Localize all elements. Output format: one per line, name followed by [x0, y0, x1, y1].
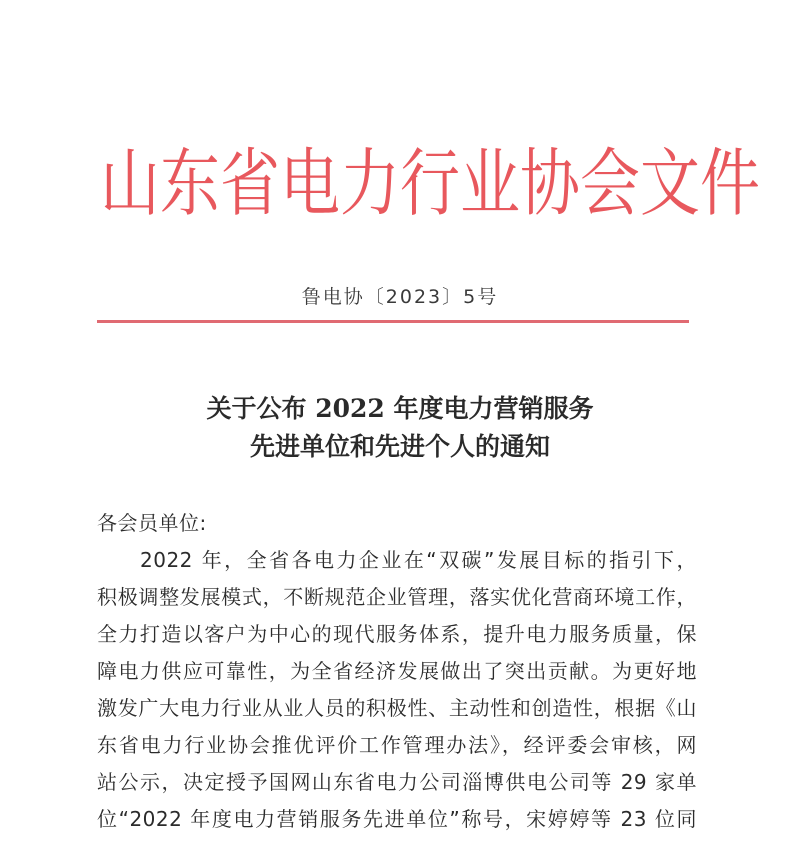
body-line: 东省电力行业协会推优评价工作管理办法》，经评委会审核，网 — [97, 733, 697, 757]
notice-title-line-2: 先进单位和先进个人的通知 — [249, 432, 550, 461]
red-divider-rule — [97, 320, 689, 323]
notice-title — [0, 390, 800, 466]
salutation: 各会员单位: — [97, 511, 207, 535]
body-line: 2022 年，全省各电力企业在“双碳”发展目标的指引下， — [140, 548, 697, 572]
body-line: 激发广大电力行业从业人员的积极性、主动性和创造性，根据《山 — [97, 696, 697, 720]
issuer-red-header: 山东省电力行业协会文件 — [100, 141, 760, 227]
body-line: 障电力供应可靠性，为全省经济发展做出了突出贡献。为更好地 — [97, 659, 697, 683]
body-line: 全力打造以客户为中心的现代服务体系，提升电力服务质量，保 — [97, 622, 697, 646]
notice-body — [97, 505, 697, 838]
document-number: 鲁电协〔2023〕5号 — [301, 286, 499, 308]
notice-title-line-1: 关于公布 2022 年度电力营销服务 — [206, 394, 594, 423]
body-line: 积极调整发展模式，不断规范企业管理，落实优化营商环境工作， — [97, 585, 697, 609]
body-line: 站公示，决定授予国网山东省电力公司淄博供电公司等 29 家单 — [97, 770, 697, 794]
body-line: 位“2022 年度电力营销服务先进单位”称号，宋婷婷等 23 位同 — [97, 807, 697, 831]
